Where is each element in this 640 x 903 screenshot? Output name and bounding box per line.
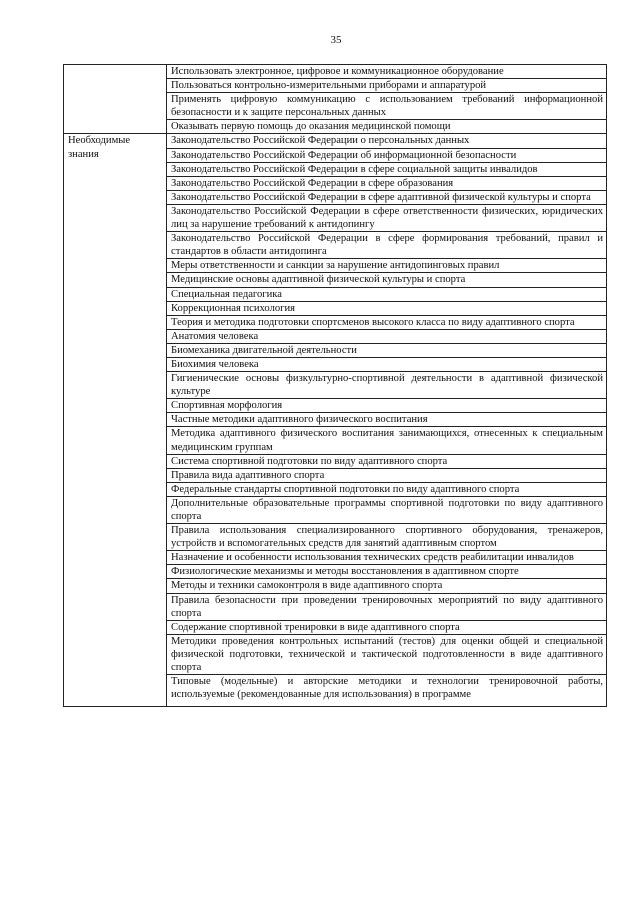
knowledge-cell: Законодательство Российской Федерации в сфере адаптивной физической культуры и спорта <box>167 190 607 204</box>
knowledge-cell: Законодательство Российской Федерации в сфере образования <box>167 176 607 190</box>
skill-cell: Применять цифровую коммуникацию с использованием требований информационной безопасности и к защите персональных данных <box>167 93 607 120</box>
requirements-table <box>63 64 607 707</box>
knowledge-cell: Методика адаптивного физического воспитания занимающихся, отнесенных к специальным медицинским группам <box>167 427 607 454</box>
knowledge-cell: Правила безопасности при проведении тренировочных мероприятий по виду адаптивного спорта <box>167 593 607 620</box>
knowledge-cell: Законодательство Российской Федерации в сфере ответственности физических, юридических лиц за нарушение требований к антидопингу <box>167 204 607 231</box>
skill-cell: Использовать электронное, цифровое и коммуникационное оборудование <box>167 65 607 79</box>
knowledge-cell: Частные методики адаптивного физического воспитания <box>167 413 607 427</box>
knowledge-cell: Правила использования специализированного спортивного оборудования, тренажеров, устройств и вспомогательных средств для занятий адаптивным спортом <box>167 524 607 551</box>
knowledge-cell: Теория и методика подготовки спортсменов высокого класса по виду адаптивного спорта <box>167 315 607 329</box>
knowledge-cell: Меры ответственности и санкции за нарушение антидопинговых правил <box>167 259 607 273</box>
skill-cell: Пользоваться контрольно-измерительными приборами и аппаратурой <box>167 79 607 93</box>
knowledge-cell: Законодательство Российской Федерации об информационной безопасности <box>167 148 607 162</box>
knowledge-cell: Законодательство Российской Федерации в сфере формирования требований, правил и стандартов в области антидопинга <box>167 232 607 259</box>
skill-cell: Оказывать первую помощь до оказания медицинской помощи <box>167 120 607 134</box>
knowledge-cell: Назначение и особенности использования технических средств реабилитации инвалидов <box>167 551 607 565</box>
table-row <box>64 65 607 79</box>
knowledge-cell: Анатомия человека <box>167 329 607 343</box>
knowledge-cell: Система спортивной подготовки по виду адаптивного спорта <box>167 454 607 468</box>
knowledge-cell: Медицинские основы адаптивной физической культуры и спорта <box>167 273 607 287</box>
knowledge-cell: Коррекционная психология <box>167 301 607 315</box>
knowledge-cell: Методики проведения контрольных испытаний (тестов) для оценки общей и специальной физической подготовки, технической и тактической подготовленности в виде адаптивного спорта <box>167 634 607 674</box>
knowledge-cell: Спортивная морфология <box>167 399 607 413</box>
knowledge-cell <box>167 675 607 707</box>
knowledge-cell: Правила вида адаптивного спорта <box>167 468 607 482</box>
knowledge-cell: Гигиенические основы физкультурно-спортивной деятельности в адаптивной физической культуре <box>167 372 607 399</box>
knowledge-cell: Специальная педагогика <box>167 287 607 301</box>
knowledge-cell: Дополнительные образовательные программы спортивной подготовки по виду адаптивного спорта <box>167 496 607 523</box>
table-row <box>64 134 607 148</box>
knowledge-cell-text: Типовые (модельные) и авторские методики и технологии тренировочной работы, используемые (рекомендованные для использования) в программе <box>171 676 603 701</box>
section-label-cell: Необходимые знания <box>64 134 167 707</box>
empty-label-cell <box>64 65 167 134</box>
knowledge-cell: Биохимия человека <box>167 357 607 371</box>
knowledge-cell: Методы и техники самоконтроля в виде адаптивного спорта <box>167 579 607 593</box>
knowledge-cell: Федеральные стандарты спортивной подготовки по виду адаптивного спорта <box>167 482 607 496</box>
knowledge-cell: Физиологические механизмы и методы восстановления в адаптивном спорте <box>167 565 607 579</box>
knowledge-cell: Содержание спортивной тренировки в виде адаптивного спорта <box>167 620 607 634</box>
knowledge-cell: Законодательство Российской Федерации о персональных данных <box>167 134 607 148</box>
knowledge-cell: Биомеханика двигательной деятельности <box>167 343 607 357</box>
knowledge-cell: Законодательство Российской Федерации в сфере социальной защиты инвалидов <box>167 162 607 176</box>
page-number: 35 <box>330 34 342 46</box>
